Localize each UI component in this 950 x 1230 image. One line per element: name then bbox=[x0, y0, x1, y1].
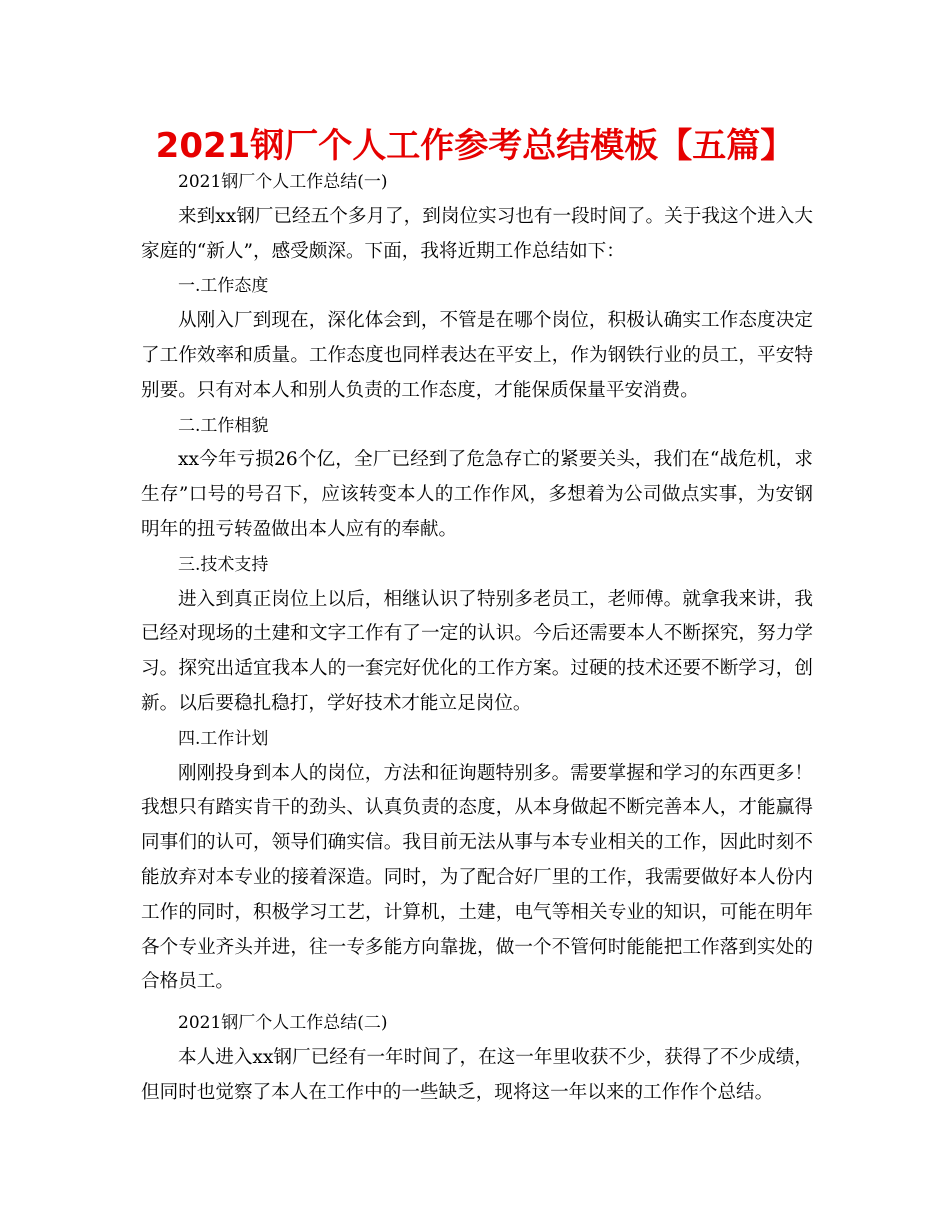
paragraph: 从刚入厂到现在，深化体会到，不管是在哪个岗位，积极认确实工作态度决定了工作效率和质量。工作态度也同样表达在平安上，作为钢铁行业的员工，平安特别要。只有对本人和别人负责的工作态度，才能保质保量平安消费。 bbox=[141, 310, 813, 401]
subheading-technical-support: 三.技术支持 bbox=[178, 554, 269, 575]
paragraph: 本人进入xx钢厂已经有一年时间了，在这一年里收获不少，获得了不少成绩，但同时也觉察了本人在工作中的一些缺乏，现将这一年以来的工作作个总结。 bbox=[141, 1046, 813, 1103]
document-title: 2021钢厂个人工作参考总结模板【五篇】 bbox=[155, 126, 795, 166]
document-body bbox=[141, 165, 813, 1111]
subheading-work-appearance: 二.工作相貌 bbox=[178, 415, 269, 436]
paragraph: 进入到真正岗位上以后，相继认识了特别多老员工，老师傅。就拿我来讲，我已经对现场的土建和文字工作有了一定的认识。今后还需要本人不断探究，努力学习。探究出适宜我本人的一套完好优化的工作方案。过硬的技术还要不断学习，创新。以后要稳扎稳打，学好技术才能立足岗位。 bbox=[141, 588, 813, 714]
paragraph: xx今年亏损26个亿，全厂已经到了危急存亡的紧要关头，我们在“战危机，求生存”口号的号召下，应该转变本人的工作作风，多想着为公司做点实事，为安钢明年的扭亏转盈做出本人应有的奉献。 bbox=[141, 449, 813, 540]
section-heading-2: 2021钢厂个人工作总结(二) bbox=[178, 1013, 388, 1034]
subheading-work-plan: 四.工作计划 bbox=[178, 728, 269, 749]
section-heading-1: 2021钢厂个人工作总结(一) bbox=[178, 172, 388, 192]
paragraph: 刚刚投身到本人的岗位，方法和征询题特别多。需要掌握和学习的东西更多！我想只有踏实肯干的劲头、认真负责的态度，从本身做起不断完善本人，才能赢得同事们的认可，领导们确实信。我目前无法从事与本专业相关的工作，因此时刻不能放弃对本专业的接着深造。同时，为了配合好厂里的工作，我需要做好本人份内工作的同时，积极学习工艺，计算机，土建，电气等相关专业的知识，可能在明年各个专业齐头并进，往一专多能方向靠拢，做一个不管何时能能把工作落到实处的合格员工。 bbox=[141, 762, 813, 993]
subheading-work-attitude: 一.工作态度 bbox=[178, 276, 269, 297]
paragraph: 来到xx钢厂已经五个多月了，到岗位实习也有一段时间了。关于我这个进入大家庭的“新人”，感受颇深。下面，我将近期工作总结如下： bbox=[141, 205, 813, 262]
